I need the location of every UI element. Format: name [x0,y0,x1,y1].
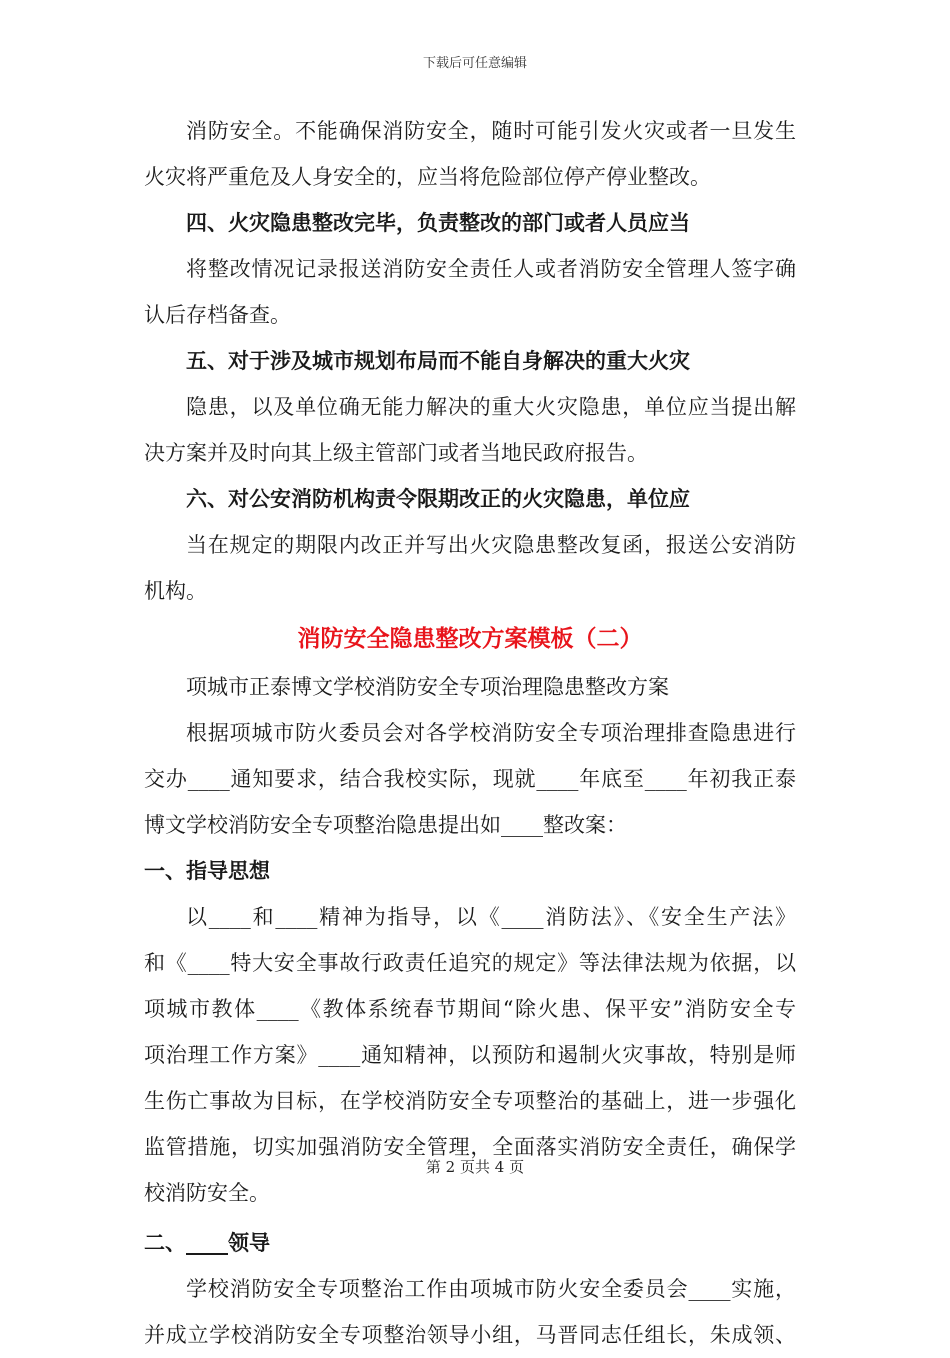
section-heading: 五、对于涉及城市规划布局而不能自身解决的重大火灾 [186,349,690,373]
paragraph-line: 当在规定的期限内改正并写出火灾隐患整改复函，报送公安消防 [186,533,796,557]
paragraph-line: 学校消防安全专项整治工作由项城市防火安全委员会____实施， [186,1277,796,1301]
page-footer: 第 2 页共 4 页 [425,1158,525,1176]
paragraph-line: 和《____特大安全事故行政责任追究的规定》等法律法规为依据，以 [144,951,796,975]
section-heading: 六、对公安消防机构责令限期改正的火灾隐患，单位应 [186,487,690,511]
paragraph-line: 机构。 [144,579,207,603]
paragraph-line: 项城市教体____《教体系统春节期间“除火患、保平安”消防安全专 [144,997,796,1021]
paragraph-line: 生伤亡事故为目标，在学校消防安全专项整治的基础上，进一步强化 [144,1089,796,1113]
section-heading: 四、火灾隐患整改完毕，负责整改的部门或者人员应当 [186,211,690,235]
section-heading: 二、____领导 [144,1231,270,1255]
paragraph-line: 消防安全。不能确保消防安全，随时可能引发火灾或者一旦发生 [186,119,796,143]
paragraph-line: 决方案并及时向其上级主管部门或者当地民政府报告。 [144,441,648,465]
paragraph-line: 认后存档备查。 [144,303,291,327]
section-heading: 一、指导思想 [144,859,270,883]
paragraph-line: 将整改情况记录报送消防安全责任人或者消防安全管理人签字确 [186,257,796,281]
paragraph-line: 博文学校消防安全专项整治隐患提出如____整改案： [144,813,627,837]
paragraph-line: 并成立学校消防安全专项整治领导小组，马晋同志任组长，朱成领、 [144,1323,796,1347]
paragraph-line: 项城市正泰博文学校消防安全专项治理隐患整改方案 [186,675,669,699]
paragraph-line: 校消防安全。 [144,1181,270,1205]
paragraph-line: 监管措施，切实加强消防安全管理，全面落实消防安全责任，确保学 [144,1135,796,1159]
paragraph-line: 交办____通知要求，结合我校实际，现就____年底至____年初我正泰 [144,767,796,791]
paragraph-line: 以____和____精神为指导，以《____消防法》、《安全生产法》 [186,905,796,929]
paragraph-line: 火灾将严重危及人身安全的，应当将危险部位停产停业整改。 [144,165,711,189]
paragraph-line: 根据项城市防火委员会对各学校消防安全专项治理排查隐患进行 [186,721,796,745]
page-header: 下载后可任意编辑 [422,56,527,71]
document-title: 消防安全隐患整改方案模板（二） [297,626,643,652]
paragraph-line: 隐患，以及单位确无能力解决的重大火灾隐患，单位应当提出解 [186,395,796,419]
paragraph-line: 项治理工作方案》____通知精神，以预防和遏制火灾事故，特别是师 [144,1043,796,1067]
